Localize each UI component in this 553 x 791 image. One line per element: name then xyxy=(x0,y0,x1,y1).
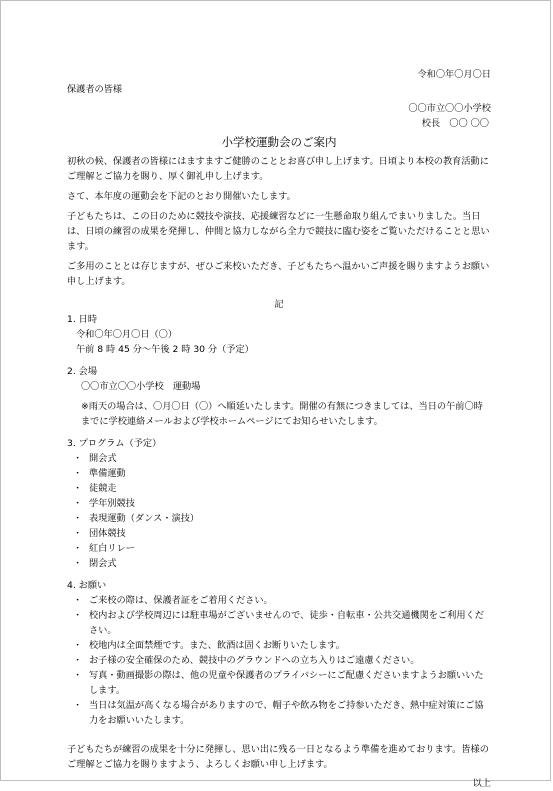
invitation-paragraph: ご多用のこととは存じますが、ぜひご来校いただき、子どもたちへ温かいご声援を賜りますようお願い申し上げます。 xyxy=(67,261,490,287)
list-item: ・ 紅白リレー xyxy=(73,543,135,554)
section-heading: 3. プログラム（予定） xyxy=(67,438,162,449)
greeting-paragraph: 初秋の候、保護者の皆様にはますますご健勝のこととお喜び申し上げます。日頃より本校の教育活動にご理解とご協力を賜り、厚く御礼申し上げます。 xyxy=(67,156,489,182)
section-venue xyxy=(67,364,491,429)
principal-name: 校長 〇〇 〇〇 xyxy=(421,118,489,129)
announcement-paragraph: さて、本年度の運動会を下記のとおり開催いたします。 xyxy=(67,191,296,202)
list-item: ・ ご来校の際は、保護者証をご着用ください。 xyxy=(73,595,273,606)
recipient: 保護者の皆様 xyxy=(67,84,123,95)
list-item: ・ 表現運動（ダンス・演技） xyxy=(73,513,200,524)
list-item: ・ 当日は気温が高くなる場合がありますので、帽子や飲み物をご持参いただき、熱中症対策にご協力をお願いいたします。 xyxy=(73,700,484,726)
list-item: ・ 準備運動 xyxy=(73,468,126,479)
closing-paragraph: 子どもたちが練習の成果を十分に発揮し、思い出に残る一日となるよう準備を進めております。皆様のご理解とご協力を賜りますよう、よろしくお願い申し上げます。 xyxy=(67,744,489,770)
section-heading: 2. 会場 xyxy=(67,366,98,377)
letter-content xyxy=(67,67,491,791)
letter-date: 令和〇年〇月〇日 xyxy=(417,69,491,80)
ijo-closing: 以上 xyxy=(472,778,491,789)
list-item: ・ お子様の安全確保のため、競技中のグラウンドへの立ち入りはご遠慮ください。 xyxy=(73,655,420,666)
school-name: 〇〇市立〇〇小学校 xyxy=(408,103,491,114)
list-item: ・ 写真・動画撮影の際は、他の児童や保護者のプライバシーにご配慮くださいますようお願いいたします。 xyxy=(73,670,484,696)
list-item: ・ 閉会式 xyxy=(73,558,117,569)
list-item: ・ 校内および学校周辺には駐車場がございませんので、徒歩・自転車・公共交通機関をご利用ください。 xyxy=(73,610,484,636)
ki-heading: 記 xyxy=(274,299,284,310)
venue-place: 〇〇市立〇〇小学校 運動場 xyxy=(81,381,201,392)
list-item: ・ 団体競技 xyxy=(73,528,126,539)
rain-note: ※雨天の場合は、〇月〇日（〇）へ順延いたします。開催の有無につきましては、当日の午前〇時までに学校連絡メールおよび学校ホームページにてお知らせいたします。 xyxy=(81,401,483,427)
section-heading: 4. お願い xyxy=(67,580,107,591)
list-item: ・ 校地内は全面禁煙です。また、飲酒は固くお断りいたします。 xyxy=(73,640,345,651)
section-requests xyxy=(67,578,491,728)
section-datetime xyxy=(67,312,491,357)
list-item: ・ 開会式 xyxy=(73,453,117,464)
event-date: 令和〇年〇月〇日（〇） xyxy=(76,329,178,340)
list-item: ・ 学年別競技 xyxy=(73,498,135,509)
list-item: ・ 徒競走 xyxy=(73,483,117,494)
event-time: 午前 8 時 45 分～午後 2 時 30 分（予定） xyxy=(76,344,254,355)
document-title: 小学校運動会のご案内 xyxy=(221,135,337,149)
description-paragraph: 子どもたちは、この日のために競技や演技、応援練習などに一生懸命取り組んでまいりました。当日は、日頃の練習の成果を発揮し、仲間と協力しながら全力で競技に臨む姿をご覧いただけることと思います。 xyxy=(67,211,490,252)
section-program xyxy=(67,436,491,571)
section-heading: 1. 日時 xyxy=(67,314,98,325)
